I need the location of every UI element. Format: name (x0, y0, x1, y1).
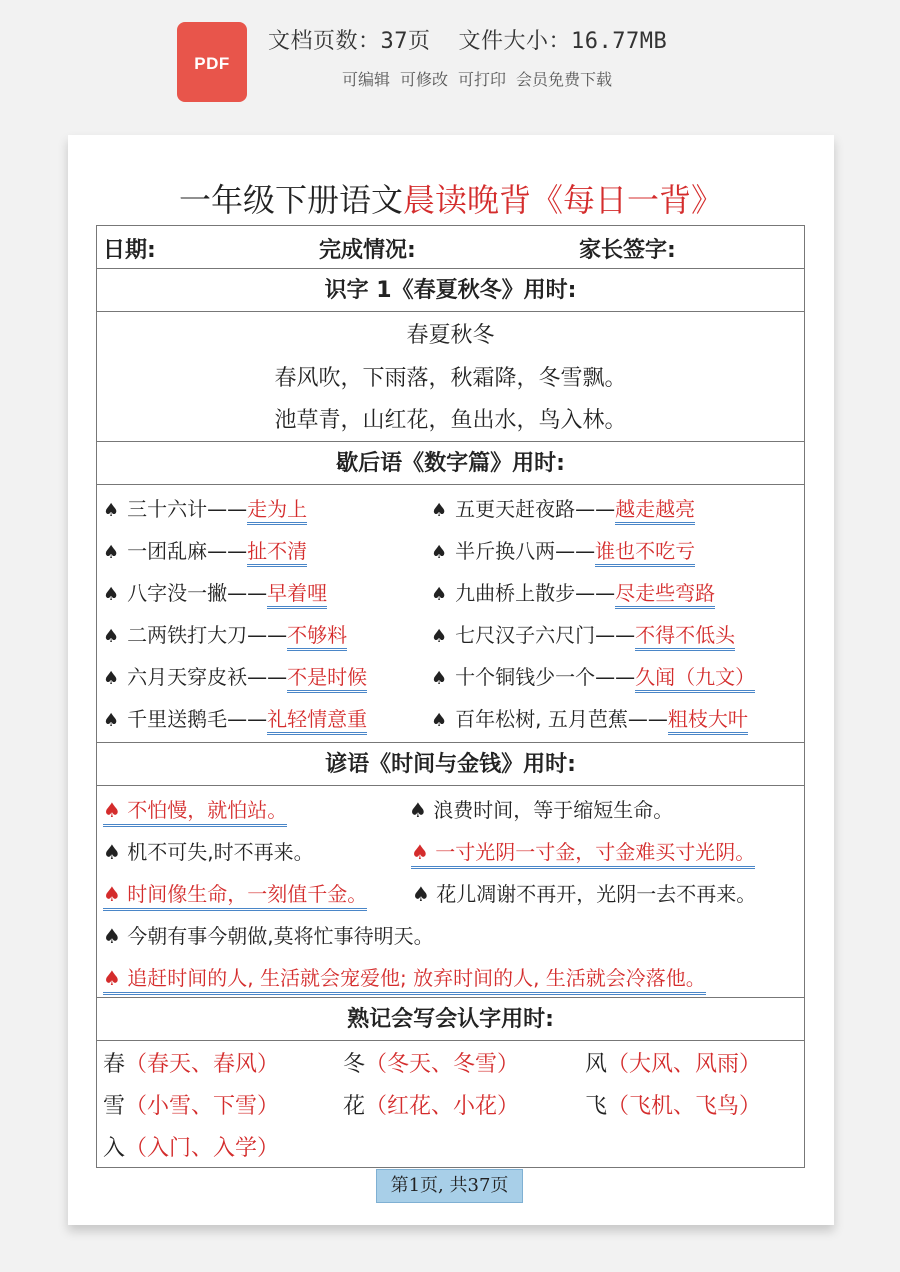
answer: 粗枝大叶 (668, 707, 748, 735)
section-heading-poem: 识字 1《春夏秋冬》用时: (97, 269, 804, 312)
page-indicator: 第1页, 共37页 (376, 1169, 523, 1203)
spade-icon: ♠ (431, 626, 448, 647)
character: 飞 (585, 1094, 608, 1119)
pdf-file-icon (177, 22, 247, 102)
character-item (103, 1047, 279, 1078)
answer: 谁也不吃亏 (595, 539, 695, 567)
feature-editable: 可编辑 (342, 70, 391, 89)
answer: 扯不清 (247, 539, 307, 567)
character: 花 (343, 1094, 366, 1119)
poem-line: 池草青，山红花，鱼出水，鸟入林。 (274, 408, 627, 433)
answer: 不够料 (287, 623, 347, 651)
spade-icon: ♠ (103, 668, 120, 689)
list-item: ♠ 五更天赶夜路——越走越亮 (431, 493, 695, 522)
characters-block (97, 1041, 804, 1167)
proverb-item: ♠ 花儿凋谢不再开，光阴一去不再来。 (412, 882, 757, 906)
character-item (343, 1047, 519, 1078)
feature-free-download: 会员免费下载 (516, 70, 613, 89)
list-item: ♠ 千里送鹅毛——礼轻情意重 (103, 703, 367, 732)
list-item: ♠ 一团乱麻——扯不清 (103, 535, 307, 564)
character-item (585, 1089, 761, 1120)
feature-modifiable: 可修改 (400, 70, 449, 89)
answer: 尽走些弯路 (615, 581, 715, 609)
proverbs-block (97, 786, 804, 998)
proverb-item: ♠ 今朝有事今朝做,莫将忙事待明天。 (103, 924, 434, 948)
page-count-text: 文档页数：37页 (268, 29, 431, 54)
character: 雪 (103, 1094, 126, 1119)
list-item: ♠ 六月天穿皮袄——不是时候 (103, 661, 367, 690)
page-title (68, 175, 834, 221)
proverb-item: ♠ 时间像生命，一刻值千金。 (103, 878, 367, 911)
answer: 礼轻情意重 (267, 707, 367, 735)
completion-label: 完成情况: (319, 238, 416, 263)
answer: 不是时候 (287, 665, 367, 693)
character-words: （红花、小花） (365, 1094, 520, 1119)
proverb-item: ♠ 机不可失,时不再来。 (103, 840, 314, 864)
list-item: ♠ 八字没一撇——早着哩 (103, 577, 327, 606)
character-item (585, 1047, 761, 1078)
list-item: ♠ 二两铁打大刀——不够料 (103, 619, 347, 648)
spade-icon: ♠ (431, 584, 448, 605)
section-heading-proverbs: 谚语《时间与金钱》用时: (97, 743, 804, 786)
poem-line: 春夏秋冬 (406, 323, 495, 348)
spade-icon: ♠ (103, 710, 120, 731)
title-main: 一年级下册语文 (178, 181, 403, 219)
title-highlight: 晨读晚背《每日一背》 (403, 181, 724, 219)
spade-icon: ♠ (431, 500, 448, 521)
answer: 走为上 (247, 497, 307, 525)
character: 入 (103, 1136, 126, 1161)
file-size-text: 文件大小：16.77MB (458, 29, 668, 54)
document-page (68, 135, 834, 1225)
proverb-item: ♠ 追赶时间的人, 生活就会宠爱他; 放弃时间的人, 生活就会冷落他。 (103, 962, 706, 995)
answer: 早着哩 (267, 581, 327, 609)
character: 冬 (343, 1052, 366, 1077)
list-item: ♠ 九曲桥上散步——尽走些弯路 (431, 577, 715, 606)
character-words: （冬天、冬雪） (365, 1052, 520, 1077)
character-words: （大风、风雨） (607, 1052, 762, 1077)
character-item (103, 1131, 279, 1162)
section-heading-characters: 熟记会写会认字用时: (97, 998, 804, 1041)
character: 风 (585, 1052, 608, 1077)
poem-line: 春风吹，下雨落，秋霜降，冬雪飘。 (274, 366, 627, 391)
list-item: ♠ 十个铜钱少一个——久闻（九文） (431, 661, 755, 690)
character-item (343, 1089, 519, 1120)
spade-icon: ♠ (431, 710, 448, 731)
file-meta (268, 24, 667, 55)
spade-icon: ♠ (103, 584, 120, 605)
spade-icon: ♠ (431, 668, 448, 689)
answer: 越走越亮 (615, 497, 695, 525)
info-bar (0, 0, 900, 128)
character: 春 (103, 1052, 126, 1077)
feature-printable: 可打印 (458, 70, 507, 89)
poem-block (97, 312, 804, 442)
answer: 久闻（九文） (635, 665, 755, 693)
section-heading-xiehouyu: 歇后语《数字篇》用时: (97, 442, 804, 485)
proverb-item: ♠ 不怕慢，就怕站。 (103, 794, 287, 827)
spade-icon: ♠ (103, 500, 120, 521)
list-item: ♠ 半斤换八两——谁也不吃亏 (431, 535, 695, 564)
feature-list (342, 67, 622, 90)
pdf-icon-label: PDF (194, 54, 230, 73)
parent-signature-label: 家长签字: (579, 238, 676, 263)
list-item: ♠ 三十六计——走为上 (103, 493, 307, 522)
proverb-item: ♠ 一寸光阴一寸金，寸金难买寸光阴。 (411, 836, 755, 869)
spade-icon: ♠ (103, 542, 120, 563)
worksheet-table (96, 225, 805, 1168)
character-words: （春天、春风） (125, 1052, 280, 1077)
character-words: （飞机、飞鸟） (607, 1094, 762, 1119)
date-row (97, 226, 804, 269)
xiehouyu-block (97, 485, 804, 743)
list-item: ♠ 七尺汉子六尺门——不得不低头 (431, 619, 735, 648)
answer: 不得不低头 (635, 623, 735, 651)
spade-icon: ♠ (103, 626, 120, 647)
list-item: ♠ 百年松树, 五月芭蕉——粗枝大叶 (431, 703, 748, 732)
character-words: （入门、入学） (125, 1136, 280, 1161)
character-item (103, 1089, 279, 1120)
proverb-item: ♠ 浪费时间，等于缩短生命。 (409, 798, 674, 822)
date-label: 日期: (103, 238, 156, 263)
spade-icon: ♠ (431, 542, 448, 563)
character-words: （小雪、下雪） (125, 1094, 280, 1119)
